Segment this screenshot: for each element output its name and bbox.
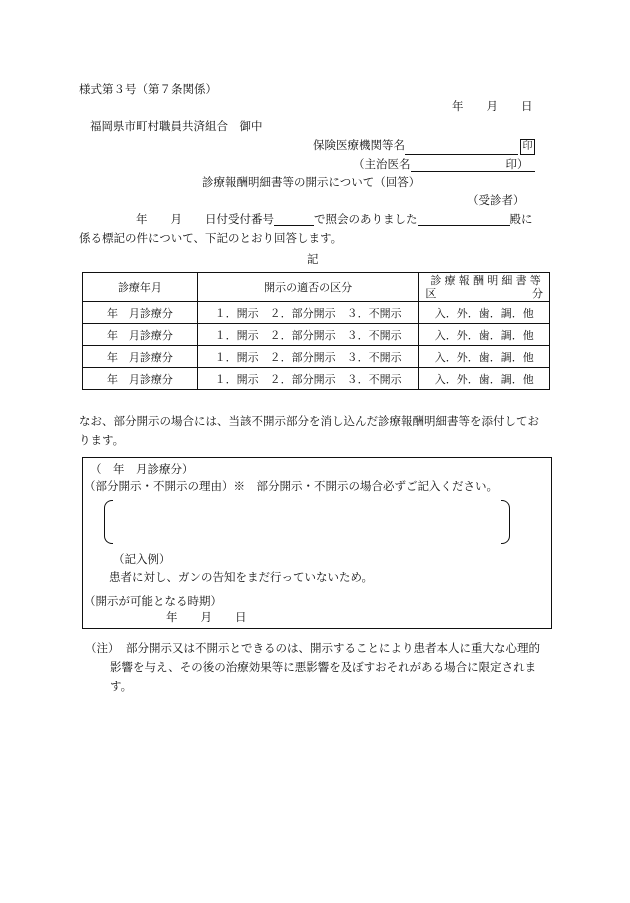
example-text: 患者に対し、ガンの告知をまだ行っていないため。 — [109, 570, 374, 584]
row-category[interactable]: １．開示 ２．部分開示 ３．不開示 — [197, 346, 419, 368]
timing-label: （開示が可能となる時期） — [84, 594, 222, 608]
subject: 診療報酬明細書等の開示について（回答） — [202, 175, 421, 189]
footnote-line-1: 部分開示又は不開示とできるのは、開示することにより患者本人に重大な心理的 — [126, 641, 540, 655]
footnote-line-2: 影響を与え、その後の治療効果等に悪影響を及ぼすおそれがある場合に限定されま — [110, 660, 537, 674]
doctor-label: （主治医名 — [353, 157, 411, 171]
ki-heading: 記 — [307, 252, 319, 266]
row-type[interactable]: 入．外．歯．調．他 — [419, 346, 550, 368]
note-line-2: ります。 — [79, 433, 125, 447]
header-type-ku: 区 — [425, 287, 437, 300]
row-category[interactable]: １．開示 ２．部分開示 ３．不開示 — [197, 302, 419, 324]
row-category[interactable]: １．開示 ２．部分開示 ３．不開示 — [197, 324, 419, 346]
row-period[interactable]: 年 月診療分 — [83, 324, 198, 346]
body-line-2: 係る標記の件について、下記のとおり回答します。 — [79, 231, 343, 245]
disclosure-table — [82, 272, 550, 390]
header-type-line2 — [419, 287, 549, 300]
header-period: 診療年月 — [83, 273, 198, 302]
header-type — [419, 273, 550, 302]
footnote-label: （注） — [85, 641, 120, 655]
doctor-blank[interactable] — [411, 159, 506, 172]
patient-name-blank[interactable] — [418, 213, 510, 226]
patient-label: （受診者） — [467, 193, 525, 207]
institution-blank[interactable] — [405, 142, 518, 155]
recipient: 福岡県市町村職員共済組合 御中 — [90, 119, 263, 133]
row-period[interactable]: 年 月診療分 — [83, 346, 198, 368]
row-type[interactable]: 入．外．歯．調．他 — [419, 324, 550, 346]
doctor-line — [353, 157, 535, 172]
header-type-bun: 分 — [532, 287, 543, 300]
reason-bracket-right — [501, 500, 510, 544]
timing-date: 年 月 日 — [166, 610, 247, 624]
receipt-number-blank[interactable] — [274, 213, 314, 226]
row-type[interactable]: 入．外．歯．調．他 — [419, 368, 550, 390]
box-reason-label: （部分開示・不開示の理由）※ 部分開示・不開示の場合必ずご記入ください。 — [84, 479, 498, 493]
body-line-1-a: 年 月 日付受付番号 — [136, 212, 274, 226]
table-row — [83, 324, 550, 346]
header-category: 開示の適否の区分 — [197, 273, 419, 302]
reason-input-area[interactable] — [114, 503, 498, 539]
body-line-1 — [136, 212, 533, 226]
row-category[interactable]: １．開示 ２．部分開示 ３．不開示 — [197, 368, 419, 390]
table-row — [83, 368, 550, 390]
row-period[interactable]: 年 月診療分 — [83, 368, 198, 390]
example-label: （記入例） — [113, 552, 171, 566]
date-line: 年 月 日 — [452, 99, 533, 113]
form-title: 様式第３号（第７条関係） — [79, 82, 217, 96]
table-row — [83, 302, 550, 324]
table-header-row — [83, 273, 550, 302]
institution-line — [313, 138, 535, 155]
institution-label: 保険医療機関等名 — [313, 138, 405, 152]
note-line-1: なお、部分開示の場合には、当該不開示部分を消し込んだ診療報酬明細書等を添付してお — [79, 414, 539, 428]
box-period: （ 年 月診療分） — [90, 462, 194, 476]
row-period[interactable]: 年 月診療分 — [83, 302, 198, 324]
header-type-line1: 診療報酬明細書等 — [430, 274, 545, 287]
body-line-1-c: 殿に — [509, 212, 533, 226]
doctor-stamp: 印） — [506, 157, 535, 172]
footnote-line-3: す。 — [110, 679, 133, 693]
seal-box: 印 — [520, 139, 535, 155]
row-type[interactable]: 入．外．歯．調．他 — [419, 302, 550, 324]
reason-bracket-left — [104, 500, 113, 544]
table-row — [83, 346, 550, 368]
body-line-1-b: で照会のありました — [314, 212, 418, 226]
